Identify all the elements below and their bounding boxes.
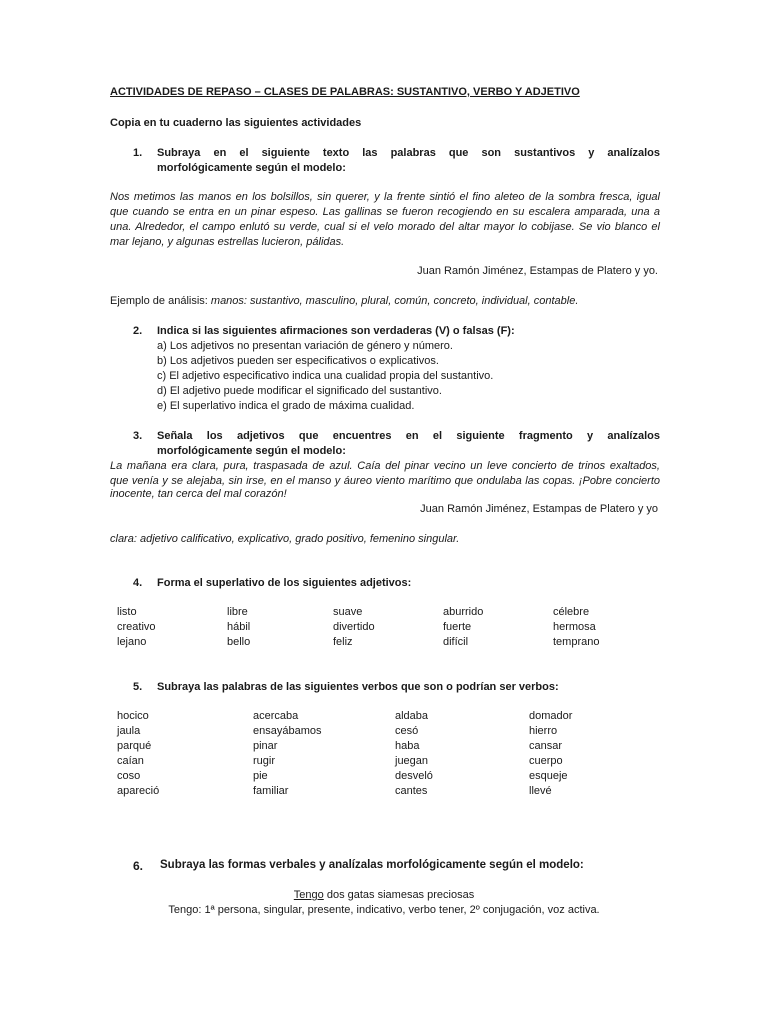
act6-model-sentence (110, 889, 658, 901)
word-cell: familiar (253, 785, 289, 797)
act6-number: 6. (133, 859, 144, 873)
act2-item-d: d) El adjetivo puede modificar el significado del sustantivo. (157, 385, 442, 397)
word-cell: coso (117, 770, 141, 782)
act2-item-a: a) Los adjetivos no presentan variación de género y número. (157, 340, 453, 352)
word-cell: difícil (443, 636, 469, 648)
act5-heading: Subraya las palabras de las siguientes verbos que son o podrían ser verbos: (157, 681, 559, 693)
word-cell: llevé (529, 785, 552, 797)
model-rest: dos gatas siamesas preciosas (326, 889, 475, 901)
act3-heading-line2: morfológicamente según el modelo: (157, 445, 346, 457)
word-cell: ensayábamos (253, 725, 322, 737)
word-cell: domador (529, 710, 573, 722)
act1-heading-line2: morfológicamente según el modelo: (157, 162, 346, 174)
act2-item-b: b) Los adjetivos pueden ser especificativos o explicativos. (157, 355, 439, 367)
act3-number: 3. (133, 430, 143, 442)
word-cell: creativo (117, 621, 156, 633)
word-cell: apareció (117, 785, 160, 797)
word-cell: feliz (333, 636, 353, 648)
act1-text-line4: mar lejano, y algunas estrellas lucieron, pálidas. (110, 236, 345, 248)
model-verb: Tengo (293, 889, 324, 901)
word-cell: cantes (395, 785, 428, 797)
word-cell: hermosa (553, 621, 596, 633)
word-cell: cesó (395, 725, 419, 737)
act1-text-line3: una. Alrededor, el campo enlutó su verde, cual si el velo morado del altar mayor lo cobijase. Se vio blanco el (110, 221, 660, 233)
word-cell: haba (395, 740, 420, 752)
act2-item-e: e) El superlativo indica el grado de máxima cualidad. (157, 400, 415, 412)
word-cell: hábil (227, 621, 251, 633)
word-cell: divertido (333, 621, 375, 633)
word-cell: juegan (395, 755, 429, 767)
word-cell: lejano (117, 636, 147, 648)
act6-heading: Subraya las formas verbales y analízalas morfológicamente según el modelo: (160, 859, 584, 871)
example-text: manos: sustantivo, masculino, plural, común, concreto, individual, contable. (210, 295, 579, 307)
word-cell: parqué (117, 740, 152, 752)
word-cell: pinar (253, 740, 278, 752)
act4-number: 4. (133, 577, 143, 589)
word-cell: esqueje (529, 770, 568, 782)
act2-item-c: c) El adjetivo especificativo indica una cualidad propia del sustantivo. (157, 370, 494, 382)
act2-heading: Indica si las siguientes afirmaciones son verdaderas (V) o falsas (F): (157, 325, 515, 337)
word-cell: acercaba (253, 710, 299, 722)
act3-heading-line1: Señala los adjetivos que encuentres en el siguiente fragmento y analízalos (157, 430, 660, 442)
word-cell: suave (333, 606, 363, 618)
word-cell: jaula (117, 725, 141, 737)
act5-number: 5. (133, 681, 143, 693)
word-cell: pie (253, 770, 268, 782)
word-cell: aldaba (395, 710, 429, 722)
act3-source: Juan Ramón Jiménez, Estampas de Platero y yo (420, 503, 658, 515)
word-cell: cansar (529, 740, 563, 752)
word-cell: hocico (117, 710, 149, 722)
word-cell: bello (227, 636, 251, 648)
page-title: ACTIVIDADES DE REPASO – CLASES DE PALABRAS: SUSTANTIVO, VERBO Y ADJETIVO (110, 86, 580, 98)
act3-text-line1: La mañana era clara, pura, traspasada de azul. Caía del pinar vecino un leve concierto de trinos exaltados, (110, 460, 660, 472)
act3-example: clara: adjetivo calificativo, explicativo, grado positivo, femenino singular. (110, 533, 460, 545)
word-cell: caían (117, 755, 144, 767)
act1-heading-line1: Subraya en el siguiente texto las palabras que son sustantivos y analízalos (157, 147, 660, 159)
example-label: Ejemplo de análisis (110, 295, 205, 307)
act1-example: Ejemplo de análisis: manos: sustantivo, masculino, plural, común, concreto, individual, contable. (110, 295, 579, 307)
act4-heading: Forma el superlativo de los siguientes adjetivos: (157, 577, 412, 589)
act3-text-line2: que venía y se alejaba, sin irse, en el manso y áureo viento marítimo que ondulaba las copas. ¡Pobre concierto (110, 475, 660, 487)
act1-text-line1: Nos metimos las manos en los bolsillos, sin querer, y la frente sintió el fino aleteo de la sombra fresca, igual (110, 191, 660, 203)
act6-analysis: Tengo: 1ª persona, singular, presente, indicativo, verbo tener, 2º conjugación, voz activa. (168, 904, 600, 916)
word-cell: cuerpo (529, 755, 563, 767)
word-cell: rugir (253, 755, 276, 767)
act1-number: 1. (133, 147, 143, 159)
word-cell: hierro (529, 725, 558, 737)
word-cell: fuerte (443, 621, 472, 633)
word-cell: listo (117, 606, 137, 618)
act1-text-line2: que cuando se entra en un pinar espeso. Las gallinas se fueron recogiendo en su escalera amparada, una a (110, 206, 660, 218)
word-cell: aburrido (443, 606, 484, 618)
word-cell: libre (227, 606, 248, 618)
act1-source: Juan Ramón Jiménez, Estampas de Platero y yo. (417, 265, 658, 277)
word-cell: célebre (553, 606, 590, 618)
word-cell: desveló (395, 770, 433, 782)
instruction: Copia en tu cuaderno las siguientes actividades (110, 117, 362, 129)
word-cell: temprano (553, 636, 600, 648)
act2-number: 2. (133, 325, 143, 337)
act3-text-line3: inocente, tan cerca del mal corazón! (110, 488, 287, 500)
